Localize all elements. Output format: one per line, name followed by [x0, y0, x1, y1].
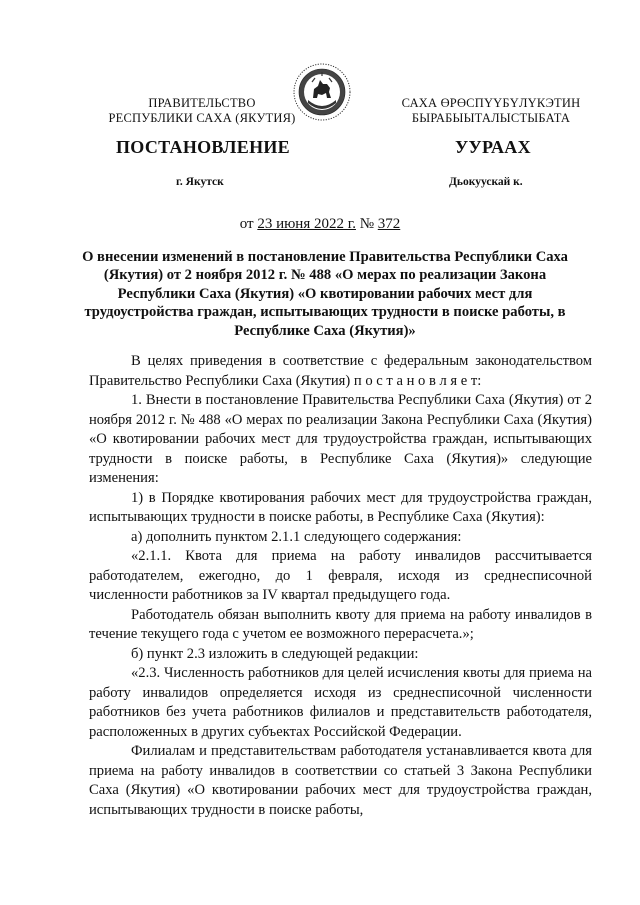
- doc-type-yakut: УУРААХ: [455, 137, 531, 157]
- date-prefix: от: [239, 216, 258, 232]
- header-left-line-2: РЕСПУБЛИКИ САХА (ЯКУТИЯ): [108, 111, 296, 125]
- paragraph-employer-obligation: Работодатель обязан выполнить квоту для приема на работу инвалидов в течение текущего года с учетом ее возможного перерасчета.»;: [89, 606, 592, 642]
- decree-title: О внесении изменений в постановление Правительства Республики Саха (Якутия) от 2 ноября 2012 г. № 488 «О мерах по реализации Закона Республики Саха (Якутия) «О квотировании рабочих мест для трудоустройства граждан, испытывающих трудности в поиске работы, в Республике Саха (Якутия)»: [82, 249, 568, 339]
- paragraph-subitem-a: а) дополнить пунктом 2.1.1 следующего содержания:: [131, 528, 462, 545]
- city-russian: г. Якутск: [176, 176, 224, 188]
- paragraph-branches-quota: Филиалам и представительствам работодателя устанавливается квота для приема на работу инвалидов в соответствии со статьей 3 Закона Республики Саха (Якутия) «О квотировании рабочих мест для трудоустройства граждан, испытывающих трудности в поиске работы,: [89, 743, 592, 818]
- decree-date: 23 июня 2022 г.: [257, 216, 356, 232]
- header-left-authority: [97, 96, 307, 126]
- decree-body: [89, 352, 592, 820]
- decree-date-number: [0, 216, 640, 233]
- sakha-coat-of-arms-icon: [292, 62, 352, 122]
- decree-number: 372: [377, 216, 401, 232]
- doc-type-russian: ПОСТАНОВЛЕНИЕ: [116, 137, 290, 157]
- paragraph-preamble: В целях приведения в соответствие с федеральным законодательством Правительство Республики Саха (Якутия) п о с т а н о в л я е т:: [89, 353, 592, 389]
- paragraph-subitem-b: б) пункт 2.3 изложить в следующей редакции:: [131, 645, 419, 662]
- paragraph-quote-2-1-1: «2.1.1. Квота для приема на работу инвалидов рассчитывается работодателем, ежегодно, до 1 февраля, исходя из среднесписочной численности работников за IV квартал предыдущего года.: [89, 548, 592, 603]
- header-right-line-2: БЫРАБЫЫТАЛЫСТЫБАТА: [411, 111, 571, 125]
- header-left-line-1: ПРАВИТЕЛЬСТВО: [148, 96, 256, 110]
- header-right-authority: [386, 96, 596, 126]
- paragraph-subitem-1: 1) в Порядке квотирования рабочих мест для трудоустройства граждан, испытывающих трудности в поиске работы, в Республике Саха (Якутия):: [89, 489, 592, 525]
- header-right-line-1: САХА ӨРӨСПҮҮБҮЛҮКЭТИН: [401, 96, 581, 110]
- number-sign: №: [355, 216, 378, 232]
- paragraph-item-1: 1. Внести в постановление Правительства Республики Саха (Якутия) от 2 ноября 2012 г. № 488 «О мерах по реализации Закона Республики Саха (Якутия) «О квотировании рабочих мест для трудоустройства граждан, испытывающих трудности в поиске работы, в Республике Саха (Якутия)» следующие изменения:: [89, 392, 592, 486]
- paragraph-quote-2-3: «2.3. Численность работников для целей исчисления квоты для приема на работу инвалидов определяется исходя из среднесписочной численности работников без учета работников филиалов и представительств работодателя, расположенных в других субъектах Российской Федерации.: [89, 665, 592, 740]
- city-yakut: Дьокуускай к.: [449, 176, 523, 188]
